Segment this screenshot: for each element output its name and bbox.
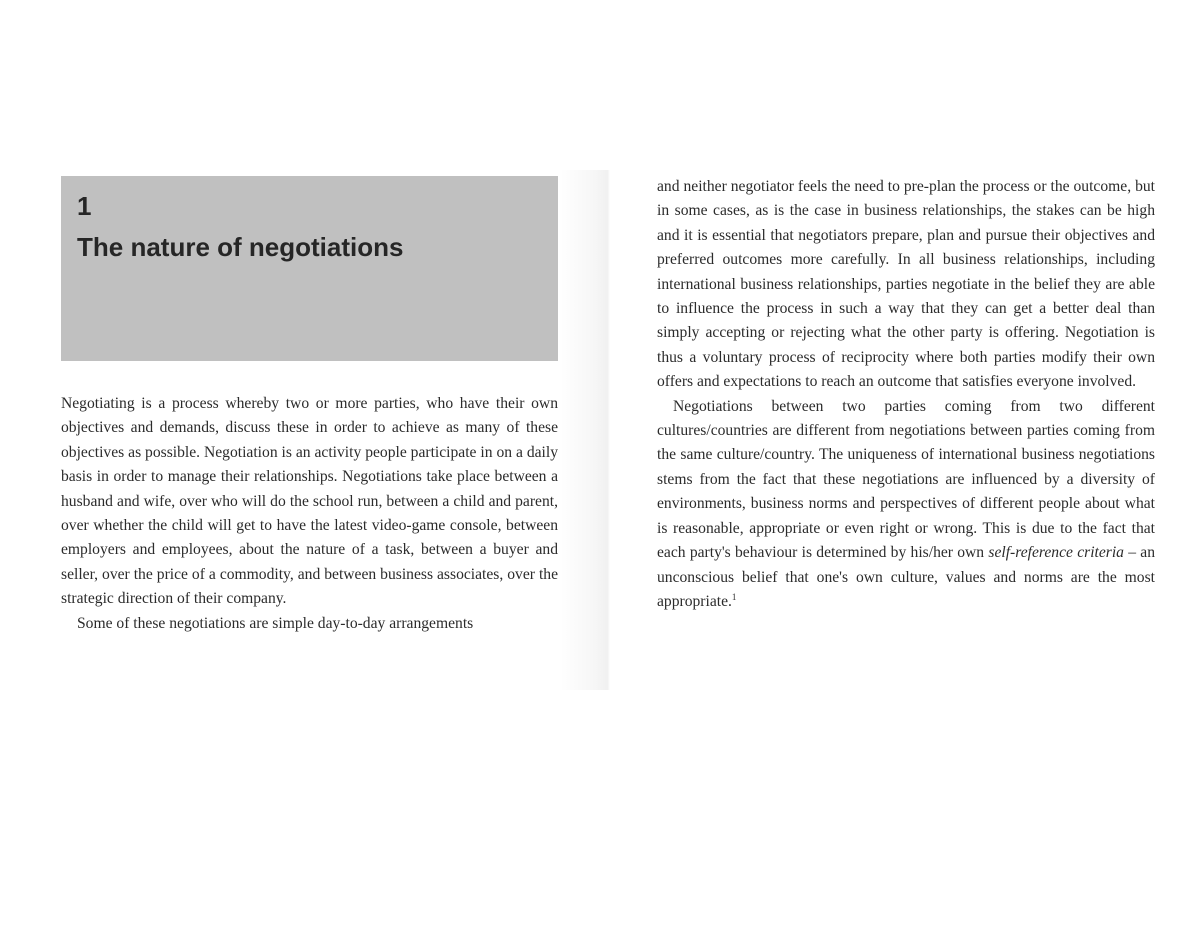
chapter-number: 1 xyxy=(77,191,92,221)
right-paragraph-2-text: Negotiations between two parties coming from two different cultures/countries are different from negotiations between parties coming from the same culture/country. The uniqueness of international business negotiations stems from the fact that these negotiations are influenced by a diversity of environments, business norms and perspectives of different people about what is reasonable, appropriate or even right or wrong. This is due to the fact that each party's behaviour is determined by his/her own xyxy=(657,397,1155,562)
chapter-heading-box xyxy=(61,176,558,361)
right-paragraph-2-text-end: – an unconscious belief that one's own culture, values and norms are the most appropriate. xyxy=(657,544,1156,610)
left-paragraph-1: Negotiating is a process whereby two or more parties, who have their own objectives and demands, discuss these in order to achieve as many of these objectives as possible. Negotiation is an activity people participate in on a daily basis in order to manage their relationships. Negotiations take place between a husband and wife, over who will do the school run, between a child and parent, over whether the child will get to have the latest video-game console, between employers and employees, about the nature of a task, between a buyer and seller, over the price of a commodity, and between business associates, over the strategic direction of their company. xyxy=(61,395,558,608)
chapter-title: The nature of negotiations xyxy=(77,232,404,262)
page-gutter-shadow xyxy=(560,170,610,690)
right-paragraph-1: and neither negotiator feels the need to pre-plan the process or the outcome, but in some cases, as is the case in business relationships, the stakes can be high and it is essential that negotiators prepare, plan and pursue their objectives and preferred outcomes more carefully. In all business relationships, including international business relationships, parties negotiate in the belief they are able to influence the process in such a way that they can get a better deal than simply accepting or rejecting what the other party is offering. Negotiation is thus a voluntary process of reciprocity where both parties modify their own offers and expectations to reach an outcome that satisfies everyone involved. xyxy=(657,178,1155,391)
italic-term-self-reference-criteria: self-reference criteria xyxy=(988,544,1124,562)
right-page-body xyxy=(657,175,1155,614)
footnote-marker[interactable]: 1 xyxy=(731,591,737,602)
left-page-body xyxy=(61,392,558,636)
right-paragraph-2 xyxy=(657,395,1155,615)
left-paragraph-2: Some of these negotiations are simple day-to-day arrangements xyxy=(77,614,474,632)
